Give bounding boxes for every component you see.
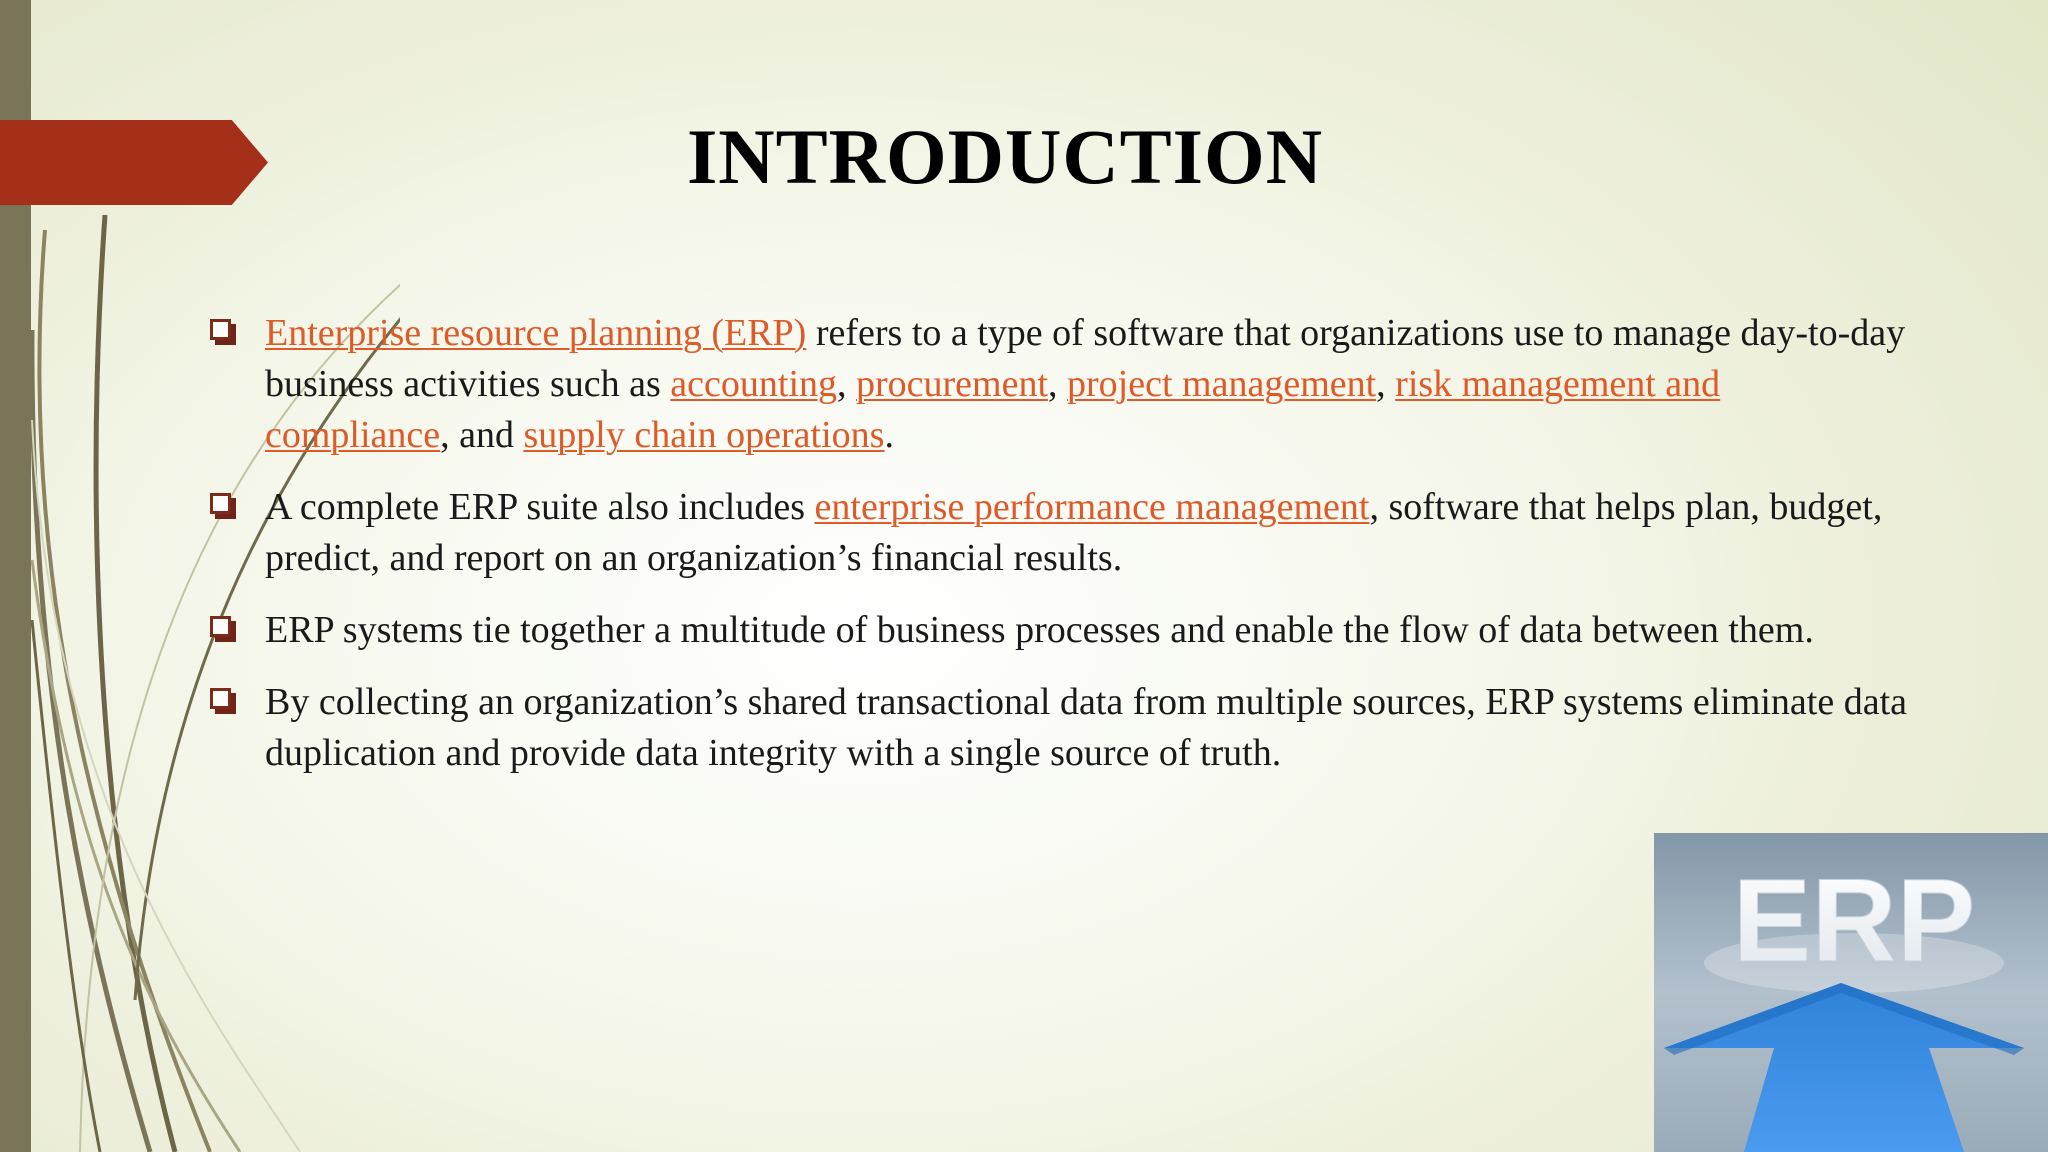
bullet-item xyxy=(210,482,1910,584)
bullet-item xyxy=(210,308,1910,461)
bullet-text: ERP systems tie together a multitude of business processes and enable the flow of data between them. xyxy=(265,609,1814,651)
bullet-end: . xyxy=(884,414,894,456)
project-management-link[interactable]: project management xyxy=(1067,363,1377,405)
checkbox-icon xyxy=(210,616,236,642)
risk-management-link[interactable]: risk management and compliance xyxy=(265,363,1721,456)
slide-title: INTRODUCTION xyxy=(686,113,1324,200)
bullet-text: By collecting an organization’s shared transactional data from multiple sources, ERP systems eliminate data duplication and provide data integrity with a single source of truth. xyxy=(265,681,1908,774)
bullet-text: , software that helps plan, budget, predict, and report on an organization’s financial results. xyxy=(265,486,1883,579)
accounting-link[interactable]: accounting xyxy=(670,363,837,405)
checkbox-icon xyxy=(210,319,236,345)
separator: , xyxy=(837,363,856,405)
checkbox-icon xyxy=(210,688,236,714)
epm-link[interactable]: enterprise performance management xyxy=(814,486,1370,528)
bullet-list xyxy=(210,308,1910,800)
procurement-link[interactable]: procurement xyxy=(856,363,1049,405)
erp-arrow-image xyxy=(1654,833,2048,1152)
separator: , xyxy=(1048,363,1068,405)
bullet-text: A complete ERP suite also includes xyxy=(265,486,815,528)
bullet-item xyxy=(210,605,1910,656)
erp-link[interactable]: Enterprise resource planning (ERP) xyxy=(265,312,807,354)
checkbox-icon xyxy=(210,493,236,519)
bullet-text: refers to a type of software that organizations use to manage day-to-day business activities such as xyxy=(265,312,1906,405)
bullet-item xyxy=(210,677,1910,779)
supply-chain-link[interactable]: supply chain operations xyxy=(523,414,885,456)
separator: , xyxy=(1376,363,1396,405)
erp-label: ERP xyxy=(1732,855,1976,987)
separator: , and xyxy=(440,414,524,456)
